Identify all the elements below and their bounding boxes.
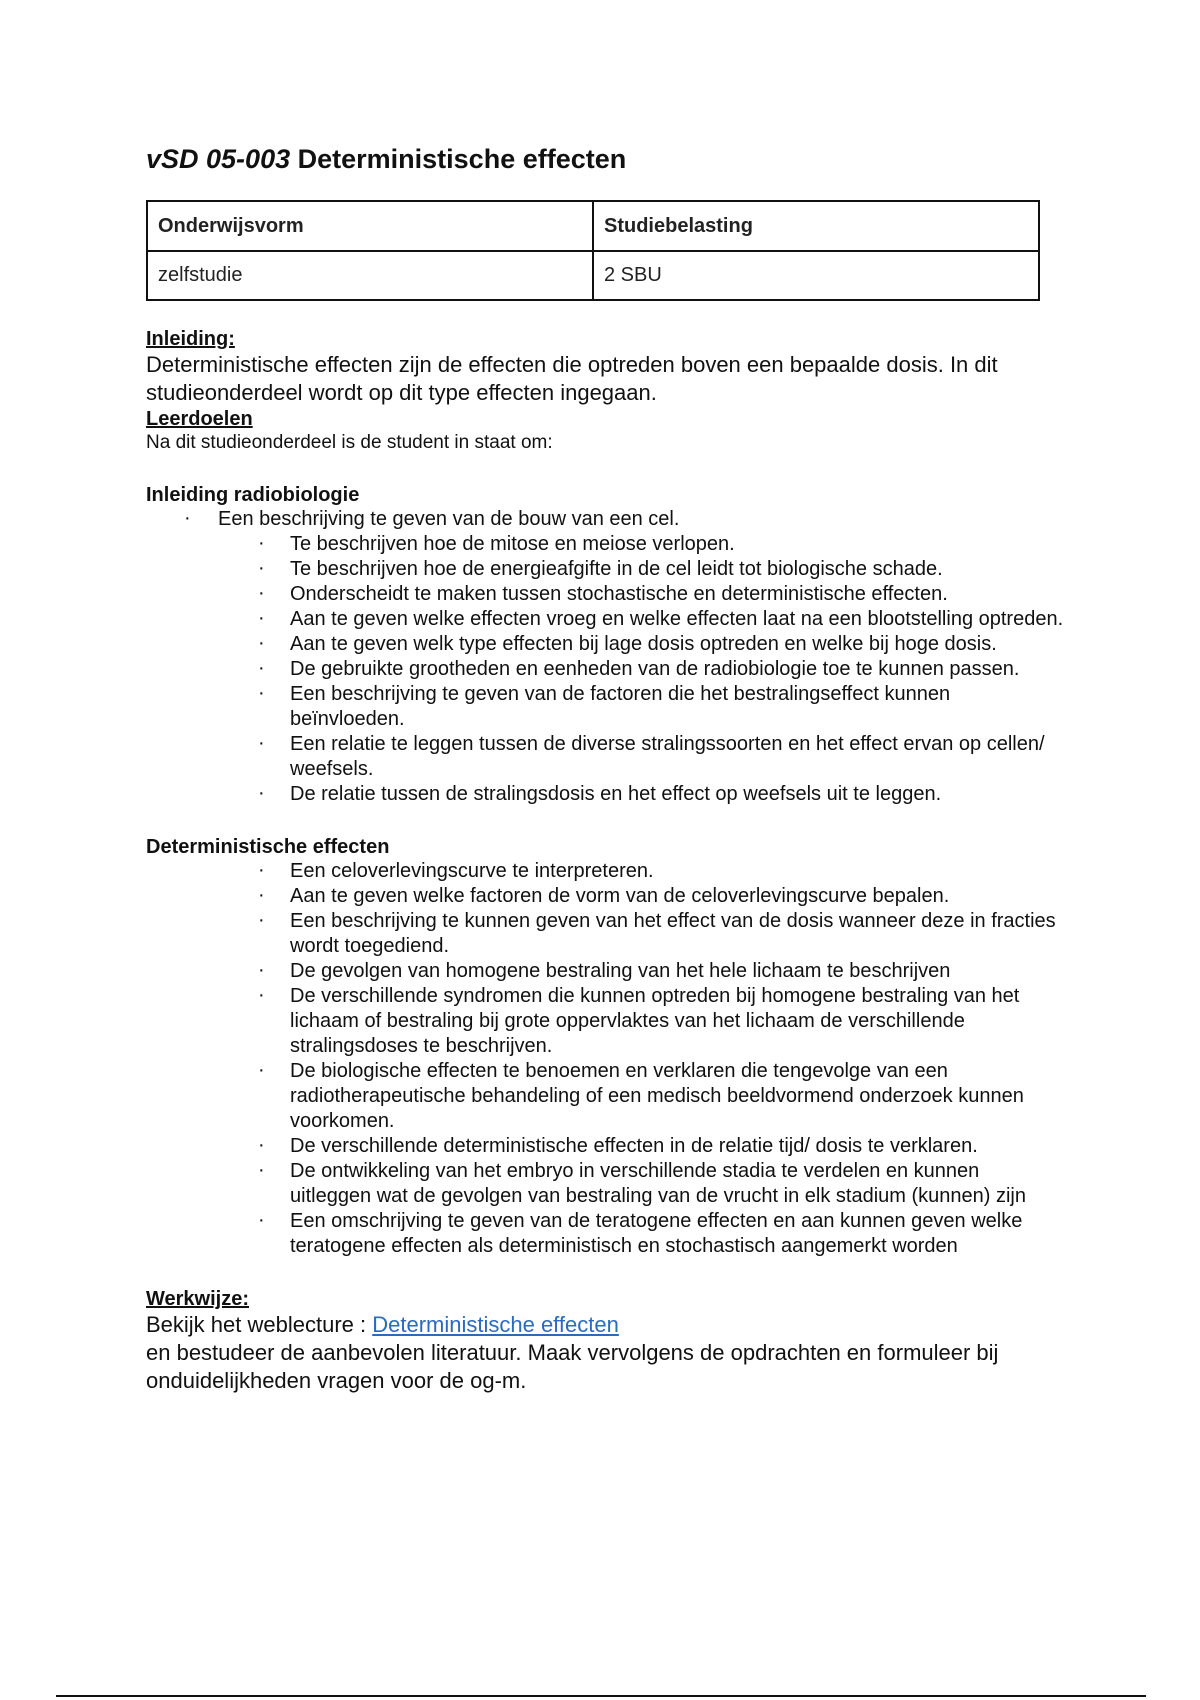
list-item: · De biologische effecten te benoemen en verklaren die tengevolge van een radiotherapeutische behandeling of een medisch beeldvormend onderzoek kunnen voorkomen. [290,1059,1066,1134]
leerdoelen-label: Leerdoelen [146,408,253,430]
list-item: · De gevolgen van homogene bestraling van het hele lichaam te beschrijven [290,959,1066,984]
werkwijze-lead: Bekijk het weblecture : [146,1312,373,1337]
list-item: · Aan te geven welk type effecten bij lage dosis optreden en welke bij hoge dosis. [290,632,1066,657]
list-item: · De gebruikte grootheden en eenheden van de radiobiologie toe te kunnen passen. [290,657,1066,682]
document-page [146,140,1066,1395]
list-item: · Een beschrijving te geven van de factoren die het bestralingseffect kunnen beïnvloeden. [290,682,1066,732]
value-studiebelasting: 2 SBU [593,251,1039,300]
deterministisch-title: Deterministische effecten [146,836,390,858]
list-item: · Aan te geven welke factoren de vorm van de celoverlevingscurve bepalen. [290,884,1066,909]
header-onderwijsvorm: Onderwijsvorm [147,201,593,251]
info-table-value-row [147,251,1039,300]
list-item: · De verschillende deterministische effecten in de relatie tijd/ dosis te verklaren. [290,1134,1066,1159]
footer-divider [56,1695,1146,1697]
list-item: · Een beschrijving te kunnen geven van het effect van de dosis wanneer deze in fracties wordt toegediend. [290,909,1066,959]
list-item: · De ontwikkeling van het embryo in verschillende stadia te verdelen en kunnen uitleggen wat de gevolgen van bestraling van de vrucht in elk stadium (kunnen) zijn [290,1159,1066,1209]
radiobiologie-list [146,507,1066,807]
list-item: · Te beschrijven hoe de mitose en meiose verlopen. [290,532,1066,557]
list-item: · Onderscheidt te maken tussen stochastische en deterministische effecten. [290,582,1066,607]
radiobiologie-main-item: Een beschrijving te geven van de bouw van een cel. [218,508,680,530]
werkwijze-lead-line [146,1311,1066,1339]
leerdoelen-intro: Na dit studieonderdeel is de student in staat om: [146,432,553,453]
radiobiologie-title: Inleiding radiobiologie [146,484,360,506]
inleiding-text: Deterministische effecten zijn de effecten die optreden boven een bepaalde dosis. In dit studieonderdeel wordt op dit type effecten ingegaan. [146,352,998,405]
list-item [218,507,1066,807]
list-item: · De relatie tussen de stralingsdosis en het effect op weefsels uit te leggen. [290,782,1066,807]
header-studiebelasting: Studiebelasting [593,201,1039,251]
list-item: · Een omschrijving te geven van de teratogene effecten en aan kunnen geven welke teratogene effecten als deterministisch en stochastisch aangemerkt worden [290,1209,1066,1259]
page-title [146,140,1066,178]
werkwijze-label: Werkwijze: [146,1288,249,1310]
radiobiologie-sublist [218,532,1066,807]
list-item: · Een celoverlevingscurve te interpreteren. [290,859,1066,884]
module-title: Deterministische effecten [297,144,627,174]
list-item: · Te beschrijven hoe de energieafgifte in de cel leidt tot biologische schade. [290,557,1066,582]
inleiding-label: Inleiding: [146,328,235,350]
value-onderwijsvorm: zelfstudie [147,251,593,300]
list-item: · Een relatie te leggen tussen de diverse stralingssoorten en het effect ervan op cellen/ weefsels. [290,732,1066,782]
list-item: · De verschillende syndromen die kunnen optreden bij homogene bestraling van het lichaam of bestraling bij grote oppervlaktes van het lichaam de verschillende stralingsdoses te beschrijven. [290,984,1066,1059]
weblecture-link[interactable]: Deterministische effecten [372,1312,619,1337]
module-code: vSD 05-003 [146,144,291,174]
deterministisch-list [146,859,1066,1259]
list-item: · Aan te geven welke effecten vroeg en welke effecten laat na een blootstelling optreden. [290,607,1066,632]
werkwijze-text: en bestudeer de aanbevolen literatuur. Maak vervolgens de opdrachten en formuleer bij onduidelijkheden vragen voor de og-m. [146,1340,999,1393]
werkwijze-section [146,1287,1066,1395]
info-table-header-row [147,201,1039,251]
info-table [146,200,1040,301]
